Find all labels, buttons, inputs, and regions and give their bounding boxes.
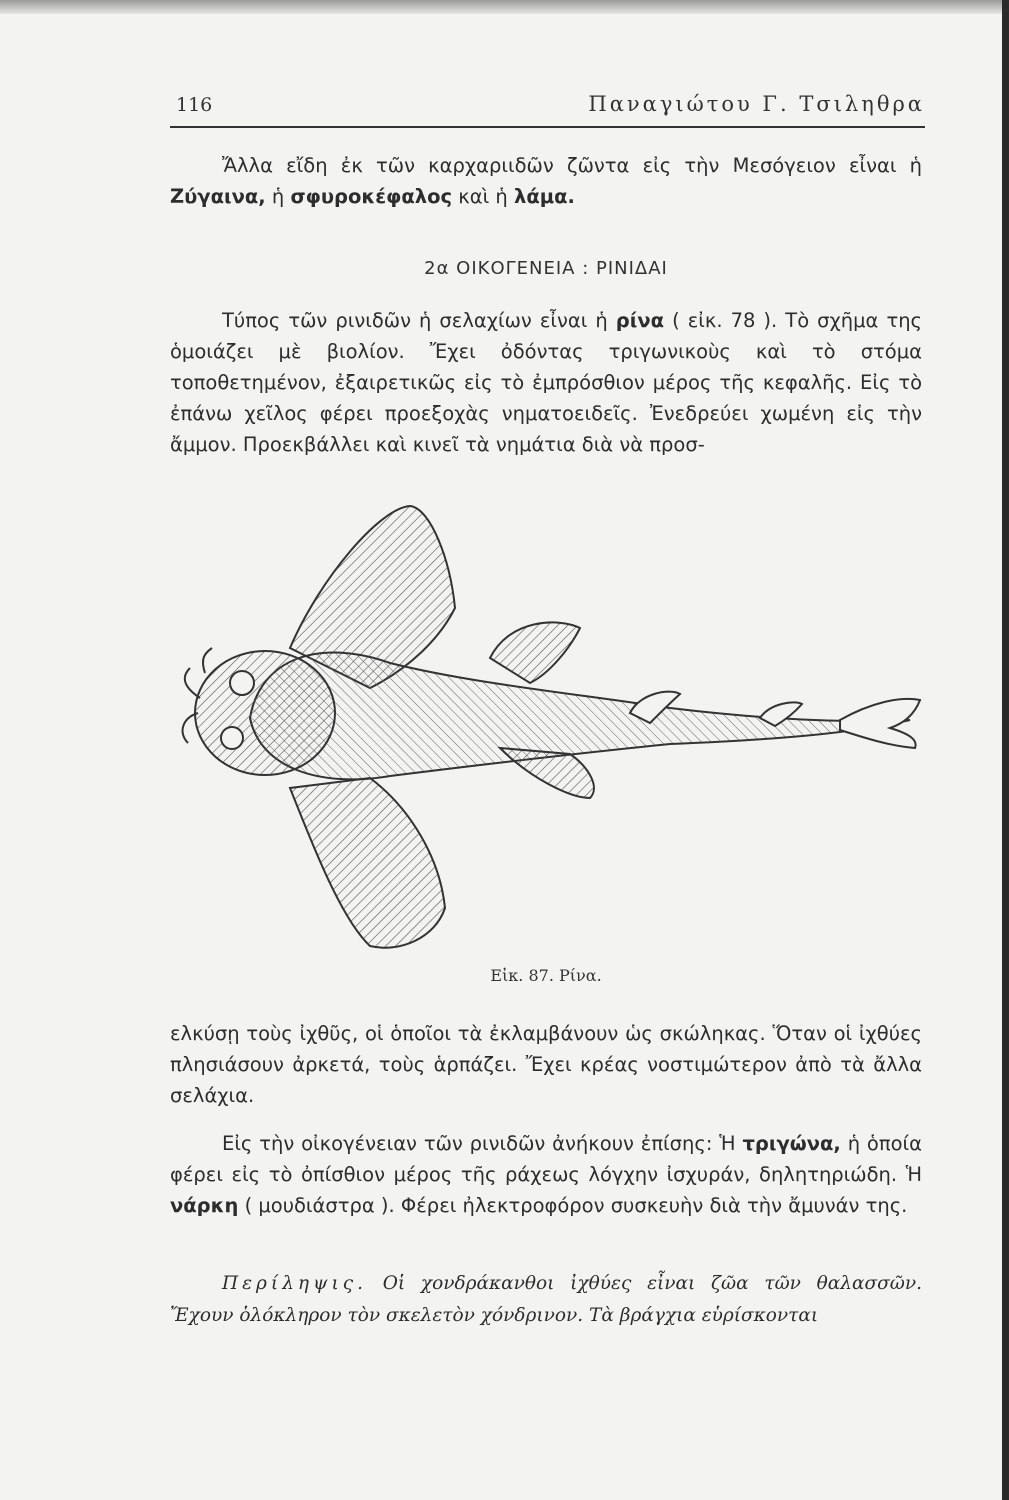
section-heading: 2α ΟΙΚΟΓΕΝΕΙΑ : ΡΙΝΙΔΑΙ xyxy=(424,258,668,279)
para1-after: ( εἰκ. 78 ). Τὸ σχῆμα της ὁμοιάζει μὲ βιολίον. Ἔχει ὀδόντας τριγωνικοὺς καὶ τὸ στόμα τοποθετημένον, ἐξαιρετικῶς εἰς τὸ ἐμπρόσθιον μέρος τῆς κεφαλῆς. Εἰς τὸ ἐπάνω χεῖλος φέρει προεξοχὰς νηματοειδεῖς. Ἐνεδρεύει χωμένη εἰς τὴν ἄμμον. Προεκβάλλει καὶ κινεῖ τὰ νημάτια διὰ νὰ προσ- xyxy=(170,309,922,456)
summary-paragraph xyxy=(170,1268,922,1332)
head xyxy=(195,651,335,775)
page-top-shadow xyxy=(0,0,1002,14)
para3-bold-trigona: τριγώνα, xyxy=(742,1132,841,1155)
body xyxy=(250,652,910,779)
para1-bold-rina: ρίνα xyxy=(615,309,665,332)
para3-after: ( μουδιάστρα ). Φέρει ἠλεκτροφόρον συσκευὴν διὰ τὴν ἄμυνάν της. xyxy=(244,1194,908,1217)
dorsal-fin-1 xyxy=(490,622,580,683)
eye-upper xyxy=(230,671,254,695)
intro-bold-zygaina: Ζύγαινα, xyxy=(170,185,266,208)
lower-pectoral-fin xyxy=(290,778,445,948)
figure-caption: Εἰκ. 87. Ρίνα. xyxy=(490,966,602,985)
angelshark-illustration xyxy=(170,498,930,958)
paragraph-3 xyxy=(170,1128,922,1221)
intro-bold-sfyrokefalos: σφυροκέφαλος xyxy=(290,185,453,208)
para2-text: ελκύσῃ τοὺς ἰχθῦς, οἱ ὁποῖοι τὰ ἐκλαμβάνουν ὡς σκώληκας. Ὅταν οἱ ἰχθύες πλησιάσουν ἀρκετά, τοὺς ἁρπάζει. Ἔχει κρέας νοστιμώτερον ἀπὸ τὰ ἄλλα σελάχια. xyxy=(170,1022,922,1107)
para3-bold-narki: νάρκη xyxy=(170,1194,239,1217)
paragraph-2 xyxy=(170,1018,922,1111)
running-head: Παναγιώτου Γ. Τσιληθρα xyxy=(588,92,925,116)
intro-mid-2: καὶ ἡ xyxy=(458,185,508,208)
paragraph-1 xyxy=(170,305,922,460)
intro-bold-lama: λάμα. xyxy=(513,185,575,208)
intro-paragraph xyxy=(170,150,922,212)
para1-before: Τύπος τῶν ρινιδῶν ἡ σελαχίων εἶναι ἡ xyxy=(222,309,608,332)
book-spine-edge xyxy=(1002,0,1009,1500)
page-header xyxy=(170,92,925,128)
intro-text: Ἄλλα εἴδη ἐκ τῶν καρχαριιδῶν ζῶντα εἰς τὴν Μεσόγειον εἶναι ἡ xyxy=(222,154,922,177)
page-number: 116 xyxy=(176,94,213,116)
eye-lower xyxy=(221,727,243,749)
pelvic-fin xyxy=(500,748,594,798)
para3-before: Εἰς τὴν οἰκογένειαν τῶν ρινιδῶν ἀνήκουν ἐπίσης: Ἡ xyxy=(222,1132,736,1155)
tail-fin xyxy=(840,699,920,748)
intro-mid: ἡ xyxy=(271,185,285,208)
para3-mid: ἡ ὁποία φέρει εἰς τὸ ὀπίσθιον μέρος τῆς ράχεως λόγχην ἰσχυράν, δηλητηριώδη. Ἡ xyxy=(170,1132,922,1186)
summary-label: Περίληψις. xyxy=(222,1273,368,1294)
summary-text: Οἱ χονδράκανθοι ἰχθύες εἶναι ζῶα τῶν θαλασσῶν. Ἔχουν ὁλόκληρον τὸν σκελετὸν χόνδρινον. Τὰ βράγχια εὑρίσκονται xyxy=(170,1273,922,1326)
